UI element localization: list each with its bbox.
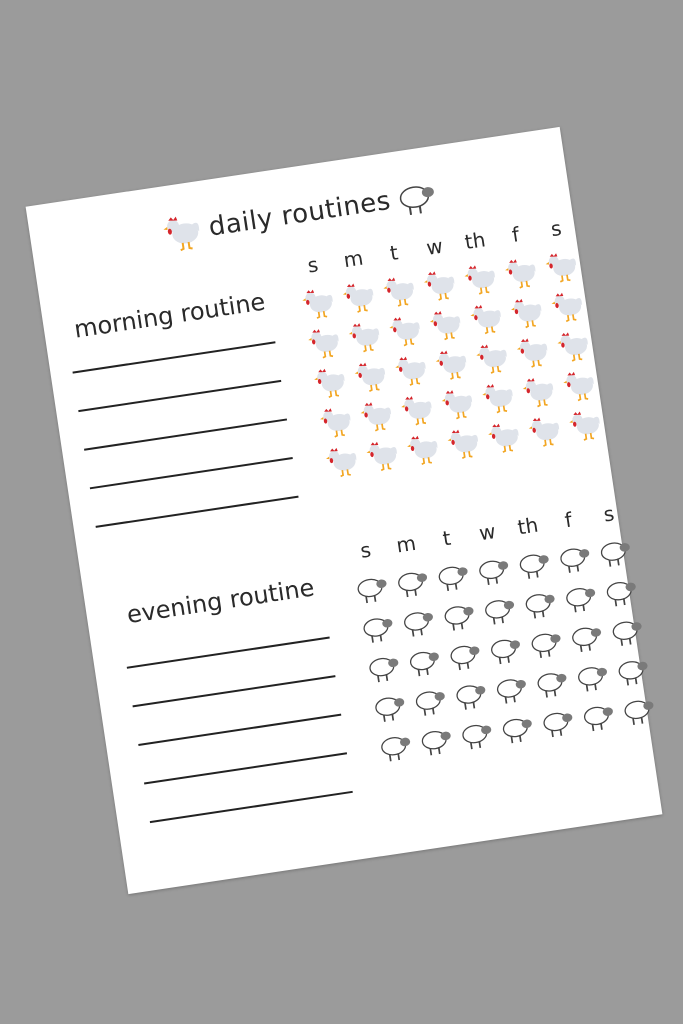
hen-icon[interactable] [550,322,596,368]
hen-icon[interactable] [556,362,602,408]
sheep-icon[interactable] [481,626,527,672]
sheep-icon[interactable] [435,592,481,638]
sheep-icon[interactable] [510,541,556,587]
sheep-icon[interactable] [568,653,614,699]
hen-icon[interactable] [463,295,509,341]
write-in-line [72,341,275,373]
write-in-line [96,496,299,528]
write-in-line [127,637,330,669]
evening-routine-title: evening routine [125,573,317,630]
sheep-icon[interactable] [528,659,574,705]
write-in-line [132,675,335,707]
sheep-icon[interactable] [557,574,603,620]
sheep-icon [393,174,438,219]
write-in-line [90,457,293,489]
hen-icon[interactable] [348,353,394,399]
sheep-icon[interactable] [366,684,412,730]
day-label: m [341,245,365,273]
sheep-icon[interactable] [389,559,435,605]
hen-icon[interactable] [498,249,544,295]
day-label: s [549,215,564,242]
morning-routine-title: morning routine [72,287,268,344]
sheep-icon[interactable] [406,678,452,724]
hen-icon[interactable] [336,274,382,320]
hen-icon[interactable] [359,432,405,478]
day-label: m [394,530,418,558]
write-in-line [138,714,341,746]
sheep-icon[interactable] [522,620,568,666]
hen-icon[interactable] [481,414,527,460]
sheep-icon[interactable] [372,723,418,769]
hen-icon[interactable] [295,280,341,326]
hen-icon [161,209,206,254]
hen-icon[interactable] [504,289,550,335]
write-in-line [78,380,281,412]
sheep-icon[interactable] [563,614,609,660]
sheep-icon[interactable] [597,568,643,614]
day-label: th [463,227,487,255]
write-in-line [84,418,287,450]
sheep-icon[interactable] [493,705,539,751]
sheep-icon[interactable] [551,535,597,581]
sheep-icon[interactable] [609,647,655,693]
evening-routine-lines [127,637,359,860]
day-label: s [305,252,320,278]
hen-icon[interactable] [562,402,608,448]
write-in-line [150,791,353,823]
sheep-icon[interactable] [400,638,446,684]
hen-icon[interactable] [522,408,568,454]
day-label: f [563,507,574,533]
sheep-icon[interactable] [348,565,394,611]
hen-icon[interactable] [354,392,400,438]
hen-icon[interactable] [475,374,521,420]
morning-routine-lines [72,341,304,564]
sheep-icon[interactable] [412,717,458,763]
day-label: f [510,222,521,247]
hen-icon[interactable] [301,319,347,365]
hen-icon[interactable] [307,359,353,405]
sheep-icon[interactable] [534,699,580,745]
day-label: w [477,518,498,546]
sheep-icon[interactable] [470,547,516,593]
sheep-icon[interactable] [394,599,440,645]
day-label: s [601,501,616,527]
routine-sheet [26,127,663,894]
hen-icon[interactable] [417,261,463,307]
sheep-icon[interactable] [615,687,661,733]
hen-icon[interactable] [388,347,434,393]
hen-icon[interactable] [539,243,585,289]
sheep-icon[interactable] [487,666,533,712]
hen-icon[interactable] [319,438,365,484]
sheep-icon[interactable] [453,711,499,757]
sheep-icon[interactable] [574,693,620,739]
sheep-icon[interactable] [441,632,487,678]
day-label: w [424,233,445,260]
day-label: s [358,537,373,563]
hen-icon[interactable] [376,268,422,314]
hen-icon[interactable] [435,380,481,426]
hen-icon[interactable] [516,368,562,414]
hen-icon[interactable] [469,335,515,381]
hen-icon[interactable] [313,398,359,444]
day-label: th [515,512,540,540]
write-in-line [144,752,347,784]
day-label: t [388,240,400,266]
sheep-icon[interactable] [603,608,649,654]
hen-icon[interactable] [457,255,503,301]
sheep-icon[interactable] [354,605,400,651]
sheep-icon[interactable] [360,644,406,690]
hen-icon[interactable] [394,386,440,432]
hen-icon[interactable] [382,307,428,353]
sheep-icon[interactable] [447,672,493,718]
sheep-icon[interactable] [429,553,475,599]
hen-icon[interactable] [510,328,556,374]
day-label: t [441,525,453,551]
sheep-icon[interactable] [476,586,522,632]
evening-tracker-grid [344,499,662,769]
hen-icon[interactable] [429,341,475,387]
hen-icon[interactable] [423,301,469,347]
page-title: daily routines [206,185,393,243]
hen-icon[interactable] [400,426,446,472]
hen-icon[interactable] [544,283,590,329]
sheep-icon[interactable] [591,529,637,575]
morning-tracker-grid [291,214,609,484]
hen-icon[interactable] [342,313,388,359]
sheep-icon[interactable] [516,580,562,626]
hen-icon[interactable] [441,420,487,466]
